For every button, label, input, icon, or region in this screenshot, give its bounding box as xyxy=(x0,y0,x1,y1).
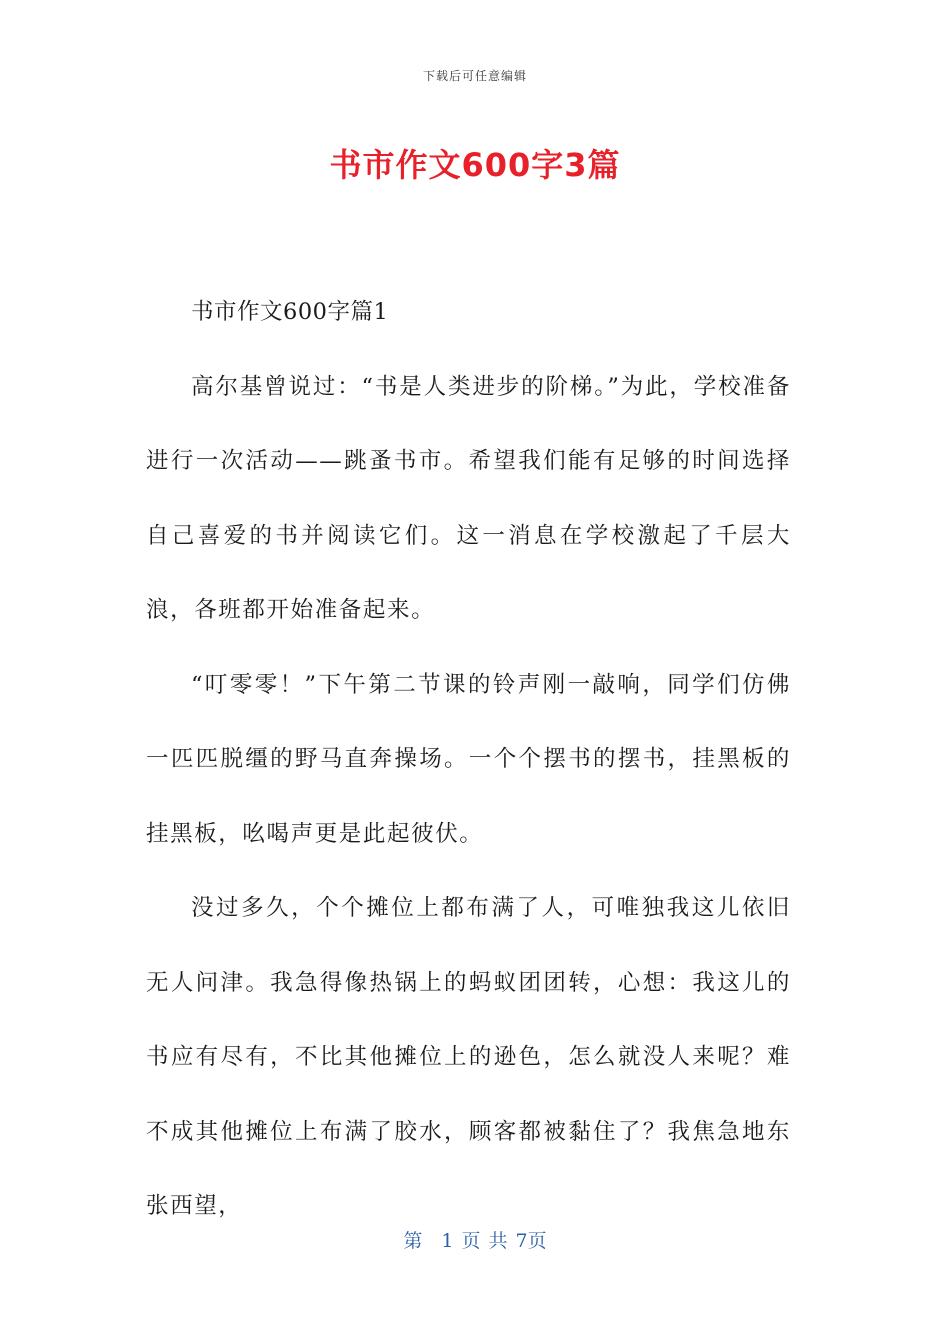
paragraph: 高尔基曾说过：“书是人类进步的阶梯。”为此，学校准备进行一次活动——跳蚤书市。希望我们能有足够的时间选择自己喜爱的书并阅读它们。这一消息在学校激起了千层大浪，各班都开始准备起来。 xyxy=(146,373,791,623)
document-title: 书市作文600字3篇 xyxy=(329,146,621,184)
paragraph: 没过多久，个个摊位上都布满了人，可唯独我这儿依旧无人问津。我急得像热锅上的蚂蚁团团转，心想：我这儿的书应有尽有，不比其他摊位上的逊色，怎么就没人来呢？难不成其他摊位上布满了胶水，顾客都被黏住了？我焦急地东张西望， xyxy=(146,895,791,1219)
paragraph: “叮零零！”下午第二节课的铃声刚一敲响，同学们仿佛一匹匹脱缰的野马直奔操场。一个个摆书的摆书，挂黑板的挂黑板，吆喝声更是此起彼伏。 xyxy=(146,671,791,847)
header-note: 下载后可任意编辑 xyxy=(422,69,527,83)
document-body xyxy=(146,275,791,1244)
page-footer xyxy=(0,1226,950,1253)
page-number: 第 1 页 共 7页 xyxy=(403,1230,547,1252)
section-heading: 书市作文600字篇1 xyxy=(191,299,389,325)
